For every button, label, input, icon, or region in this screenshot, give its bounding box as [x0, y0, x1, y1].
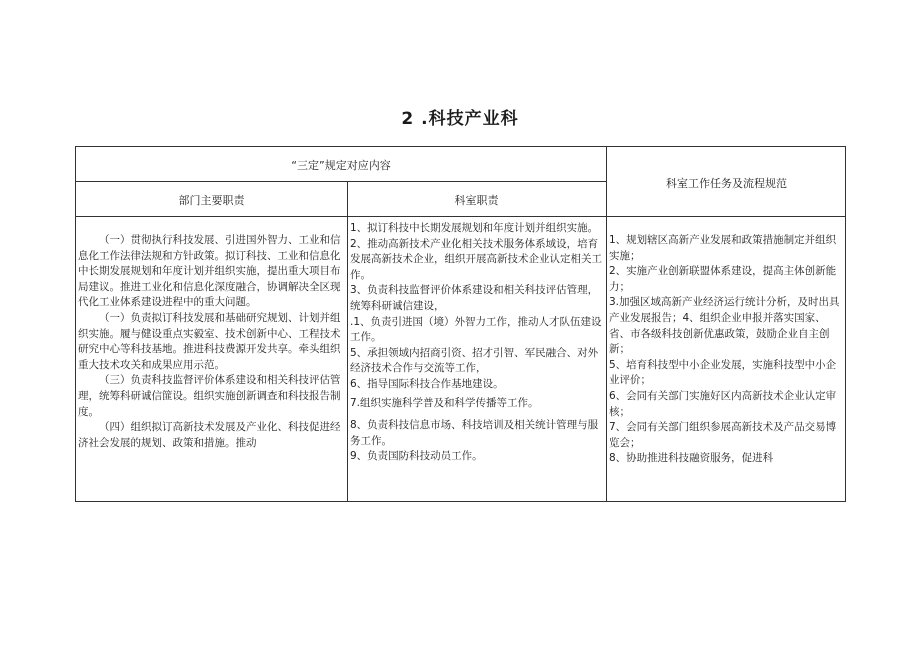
table-divider: [76, 216, 846, 217]
dept-duty-paragraph: （四）组织拟订高新技术发展及产业化、科技促进经济社会发展的规划、政策和措施。推动: [78, 421, 341, 449]
task-item: 1、规划辖区高新产业发展和政策措施制定并组织实施；: [609, 234, 837, 262]
section-duty-item: .1、负责引进国（境）外智力工作，推动人才队伍建设工作。: [350, 315, 602, 344]
table-divider: [606, 147, 607, 502]
header-section-duties: 科室职责: [454, 194, 499, 207]
dept-duties-cell: [78, 233, 342, 451]
header-three-determinations: “三定”规定对应内容: [291, 159, 391, 172]
dept-duty-paragraph: （一）负责拟订科技发展和基础研究规划、计划并组织实施。履与健设重点实毅室、技术创新中心、工程技术研究中心等科技基地。推进科技费源开发共享。牵头组织重大技术攻关和成果应用示范。: [78, 311, 341, 371]
section-duty-item: 5、承担领域内招商引资、招才引智、军民融合、对外经济技术合作与交流等工作，: [350, 346, 599, 375]
page-title: 2 .科技产业科: [401, 109, 519, 129]
section-duty-item: 3、负责科技监督评价体系建设和相关科技评估管理，统筹科研诚信建设，: [350, 284, 599, 312]
task-item: 5、培育科技型中小企业发展，实施科技型中小企业评价；: [609, 358, 837, 387]
task-item: 6、会同有关部门实施好区内高新技术企业认定审核；: [609, 389, 837, 418]
header-dept-duties: 部门主要职责: [178, 194, 245, 207]
duties-table: [75, 146, 846, 502]
section-duty-item: 9、负责国防科技动员工作。: [350, 450, 483, 463]
header-tasks-process: 科室工作任务及流程规范: [666, 177, 787, 190]
task-item: 3.加强区域高新产业经济运行统计分析，及时出具产业发展报告；4、组织企业申报并落实国家、省、市各级科技创新优惠政策，鼓励企业自主创新；: [609, 296, 840, 356]
table-divider: [347, 181, 348, 502]
task-item: 2、实施产业创新联盟体系建设，提高主体创新能力；: [609, 265, 837, 293]
section-duties-cell: [350, 221, 602, 465]
dept-duty-paragraph: （三）负责科技监督评价体系建设和相关科技评估管理，统筹科研诚信篚设。组织实施创新调查和科技报告制度。: [78, 374, 341, 418]
dept-duty-paragraph: （一）贯彻执行科技发展、引进国外智力、工业和信息化工作法律法规和方针政策。拟订科技、工业和信息化中长期发展规划和年度计划并组织实施，提出重大项目布局建议。推进工业化和信息化深度融合，协调解决全区现代化工业体系建设进程中的重大问题。: [78, 234, 341, 309]
section-duty-item: 8、负责科技信息市场、科技培训及相关统计管理与服务工作。: [350, 419, 599, 447]
section-duty-item: 7.组织实施科学普及和科学传播等工作。: [350, 396, 539, 409]
task-item: 7、会同有关部门组织参展高新技术及产品交易博览会；: [609, 421, 837, 449]
task-item: 8、协助推进科技融资服务，促进科: [609, 452, 774, 465]
tasks-process-cell: [609, 233, 842, 467]
section-duty-item: 1、拟订科技中长期发展规划和年度计划并组织实施。: [350, 222, 599, 234]
section-duty-item: 2、推动高新技术产业化相关技术服务体系域设，培育发展高新技术企业，组织开展高新技术企业认定相关工作。: [350, 237, 602, 281]
table-divider: [76, 181, 606, 182]
section-duty-item: 6、指导国际科技合作基地建设。: [350, 377, 504, 390]
